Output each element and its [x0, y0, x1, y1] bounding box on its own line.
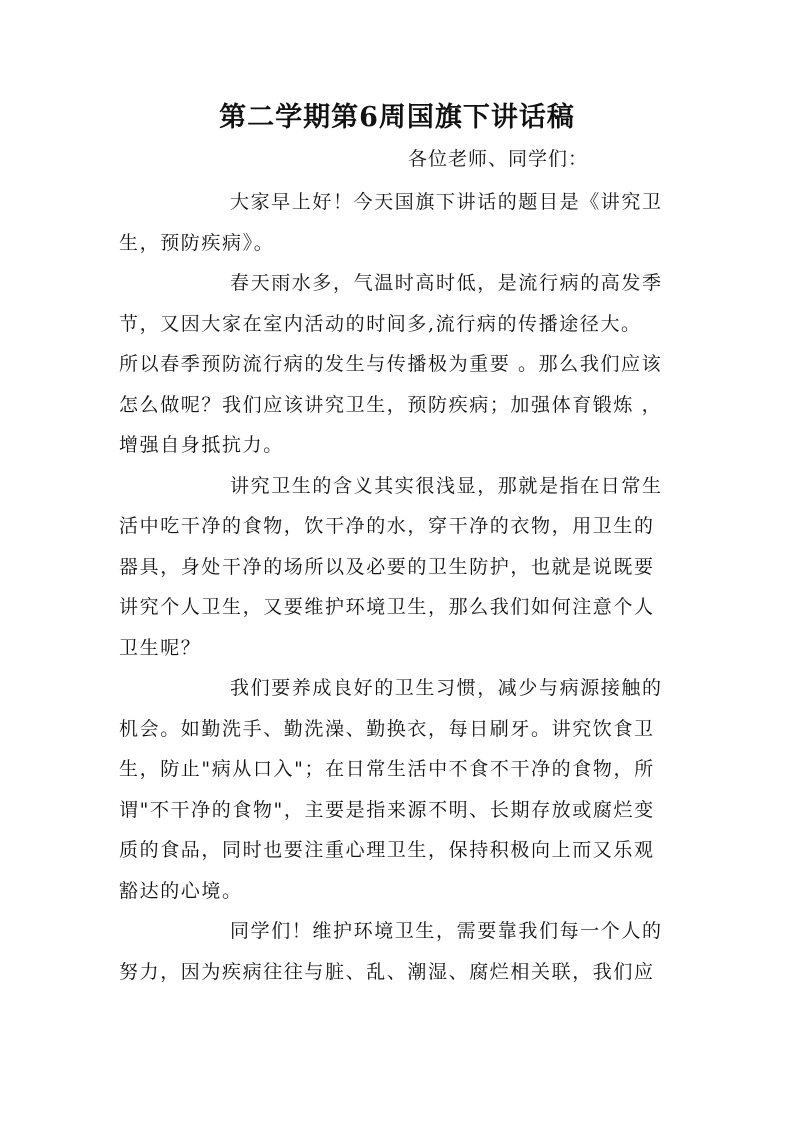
- paragraph-line: 卫生呢？: [119, 636, 202, 659]
- paragraph-line: 怎么做呢？我们应该讲究卫生，预防疾病；加强体育锻炼 ，: [119, 393, 663, 416]
- paragraph-line: 机会。如勤洗手、勤洗澡、勤换衣，每日刷牙。讲究饮食卫: [119, 717, 655, 740]
- paragraph: [119, 911, 673, 992]
- paragraph-line: 讲究个人卫生，又要维护环境卫生，那么我们如何注意个人: [119, 596, 655, 618]
- paragraph-line: 活中吃干净的食物，饮干净的水，穿干净的衣物，用卫生的: [119, 515, 655, 537]
- paragraph: [119, 182, 673, 263]
- paragraph-line: 春天雨水多，气温时高时低，是流行病的高发季: [230, 272, 663, 294]
- paragraph-line: 努力，因为疾病往往与脏、乱、潮湿、腐烂相关联，我们应: [119, 960, 655, 983]
- paragraph-line: 生，防止"病从口入"；在日常生活中不食不干净的食物，所: [119, 758, 655, 780]
- greeting: 各位老师、同学们：: [408, 148, 589, 170]
- paragraph-line: 节，又因大家在室内活动的时间多,流行病的传播途径大。: [119, 312, 642, 335]
- speech-body: [119, 182, 673, 992]
- paragraph: [119, 466, 673, 669]
- paragraph-line: 增强自身抵抗力。: [119, 434, 284, 456]
- paragraph-line: 质的食品，同时也要注重心理卫生，保持积极向上而又乐观: [119, 839, 655, 861]
- paragraph-line: 我们要养成良好的卫生习惯，减少与病源接触的: [230, 677, 663, 699]
- paragraph-line: 豁达的心境。: [119, 879, 243, 902]
- paragraph-line: 同学们！维护环境卫生，需要靠我们每一个人的: [230, 920, 663, 942]
- paragraph-line: 器具，身处干净的场所以及必要的卫生防护，也就是说既要: [119, 555, 655, 578]
- paragraph: [119, 263, 673, 466]
- page-title: 第二学期第6周国旗下讲话稿: [219, 102, 575, 133]
- paragraph-line: 谓"不干净的食物"，主要是指来源不明、长期存放或腐烂变: [119, 798, 655, 821]
- paragraph: [119, 668, 673, 911]
- paragraph-line: 大家早上好！今天国旗下讲话的题目是《讲究卫: [230, 191, 663, 213]
- paragraph-line: 所以春季预防流行病的发生与传播极为重要 。那么我们应该: [119, 353, 663, 375]
- paragraph-line: 讲究卫生的含义其实很浅显，那就是指在日常生: [230, 474, 663, 497]
- paragraph-line: 生，预防疾病》。: [119, 231, 275, 254]
